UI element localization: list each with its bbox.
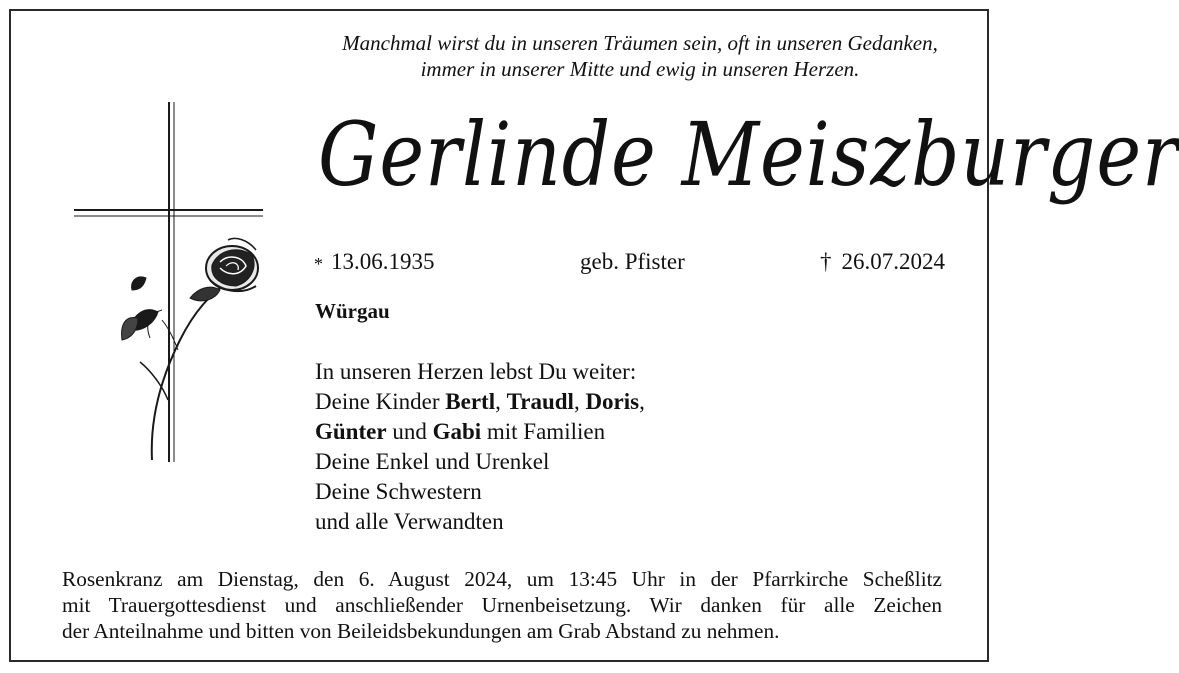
notice-line-2: mit Trauergottesdienst und anschließender Urnenbeisetzung. Wir danken für alle Zeichen <box>62 593 942 617</box>
motto <box>300 30 980 82</box>
deceased-name: Gerlinde Meiszburger <box>318 103 1179 206</box>
relatives-line: und alle Verwandten <box>315 509 504 534</box>
mourners-list <box>315 357 645 537</box>
death-date-line <box>820 248 945 276</box>
child-name: Gabi <box>432 419 482 444</box>
service-notice <box>62 566 942 644</box>
grandchildren-line: Deine Enkel und Urenkel <box>315 449 550 474</box>
child-name: Bertl <box>445 389 496 414</box>
children-line-2: Günter und Gabi mit Familien <box>315 419 606 444</box>
birth-date-line <box>314 248 435 277</box>
notice-line-3: der Anteilnahme und bitten von Beileidsbekundungen am Grab Abstand zu nehmen. <box>62 619 780 643</box>
death-date: 26.07.2024 <box>841 249 945 274</box>
place-of-residence: Würgau <box>315 299 390 323</box>
sisters-line: Deine Schwestern <box>315 479 482 504</box>
notice-line-1: Rosenkranz am Dienstag, den 6. August 2024, um 13:45 Uhr in der Pfarrkirche Scheßlitz <box>62 567 942 591</box>
cross-and-rose-emblem <box>70 100 270 470</box>
death-symbol: † <box>820 249 832 274</box>
birth-date: 13.06.1935 <box>331 249 435 274</box>
children-line: Deine Kinder Bertl, Traudl, Doris, <box>315 389 645 414</box>
child-name: Günter <box>315 419 387 444</box>
birth-symbol: * <box>314 254 323 274</box>
child-name: Traudl <box>506 389 574 414</box>
child-name: Doris <box>585 389 640 414</box>
mourners-intro: In unseren Herzen lebst Du weiter: <box>315 359 637 384</box>
maiden-name: geb. Pfister <box>580 249 685 274</box>
motto-line-2: immer in unserer Mitte und ewig in unseren Herzen. <box>420 57 860 81</box>
rose-icon <box>122 238 258 460</box>
motto-line-1: Manchmal wirst du in unseren Träumen sein, oft in unseren Gedanken, <box>342 31 938 55</box>
